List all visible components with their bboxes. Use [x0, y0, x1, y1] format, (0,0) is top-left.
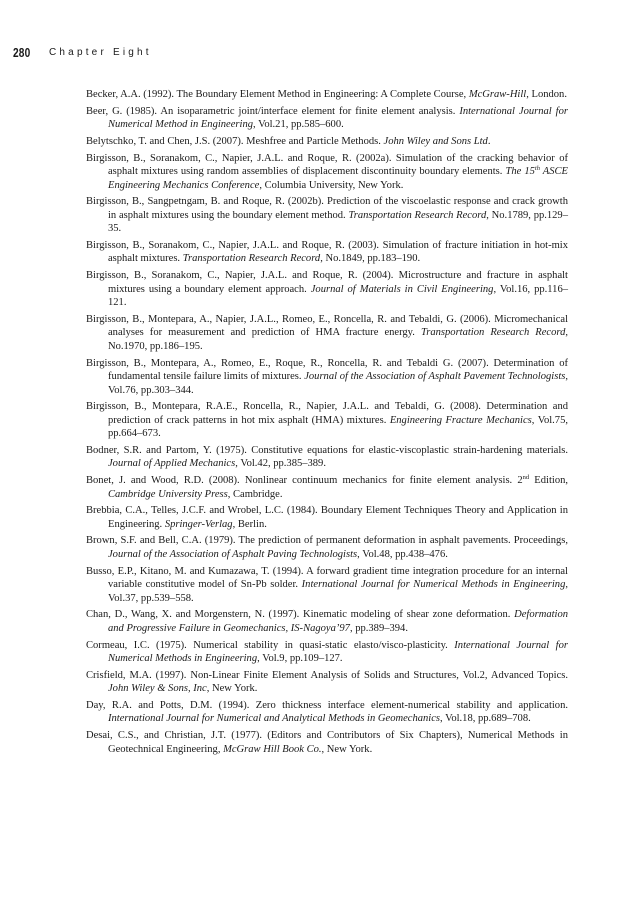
- reference-item: Birgisson, B., Montepara, A., Napier, J.A.L., Romeo, E., Roncella, R. and Tebaldi, G. (2006). Micromechanical analyses for measurement and prediction of HMA fracture energy. Transportation Research Record, No.1970, pp.186–195.: [86, 313, 568, 352]
- reference-item: Brebbia, C.A., Telles, J.C.F. and Wrobel, L.C. (1984). Boundary Element Techniques Theory and Application in Engineering. Springer-Verlag, Berlin.: [86, 505, 568, 530]
- reference-item: Busso, E.P., Kitano, M. and Kumazawa, T. (1994). A forward gradient time integration procedure for an internal variable constitutive model of Sn-Pb solder. International Journal for Numerical Methods in Engineering, Vol.37, pp.539–558.: [86, 565, 568, 604]
- reference-item: Birgisson, B., Soranakom, C., Napier, J.A.L. and Roque, R. (2003). Simulation of fracture initiation in hot-mix asphalt mixtures. Transportation Research Record, No.1849, pp.183–190.: [86, 239, 568, 265]
- page-number: 280: [13, 45, 31, 60]
- reference-item: Birgisson, B., Soranakom, C., Napier, J.A.L. and Roque, R. (2002a). Simulation of the cracking behavior of asphalt mixtures using random assemblies of displacement discontinuity boundary elements. The 15th ASCE Engineering Mechanics Conference, Columbia University, New York.: [86, 152, 568, 191]
- chapter-title: Chapter Eight: [49, 47, 152, 58]
- reference-item: Birgisson, B., Soranakom, C., Napier, J.A.L. and Roque, R. (2004). Microstructure and fracture in asphalt mixtures using a boundary element approach. Journal of Materials in Civil Engineering, Vol.16, pp.116–121.: [86, 270, 568, 309]
- reference-item: Belytschko, T. and Chen, J.S. (2007). Meshfree and Particle Methods. John Wiley and Sons Ltd.: [86, 135, 491, 147]
- reference-item: Birgisson, B., Montepara, R.A.E., Roncella, R., Napier, J.A.L. and Tebaldi, G. (2008). Determination and prediction of crack patterns in hot mix asphalt (HMA) mixtures. Engineering Fracture Mechanics, Vol.75, pp.664–673.: [86, 401, 568, 440]
- reference-item: Crisfield, M.A. (1997). Non-Linear Finite Element Analysis of Solids and Structures, Vol.2, Advanced Topics. John Wiley & Sons, Inc, New York.: [86, 669, 568, 695]
- reference-item: Day, R.A. and Potts, D.M. (1994). Zero thickness interface element-numerical stability and application. International Journal for Numerical and Analytical Methods in Geomechanics, Vol.18, pp.689–708.: [86, 699, 568, 725]
- reference-item: Becker, A.A. (1992). The Boundary Element Method in Engineering: A Complete Course, McGraw-Hill, London.: [86, 89, 567, 100]
- reference-item: Desai, C.S., and Christian, J.T. (1977). (Editors and Contributors of Six Chapters), Numerical Methods in Geotechnical Engineering, McGraw Hill Book Co., New York.: [86, 730, 568, 755]
- reference-item: Chan, D., Wang, X. and Morgenstern, N. (1997). Kinematic modeling of shear zone deformation. Deformation and Progressive Failure in Geomechanics, IS-Nagoya’97, pp.389–394.: [86, 609, 568, 634]
- reference-item: Cormeau, I.C. (1975). Numerical stability in quasi-static elasto/visco-plasticity. International Journal for Numerical Methods in Engineering, Vol.9, pp.109–127.: [86, 639, 568, 664]
- reference-list: [86, 88, 568, 759]
- reference-item: Birgisson, B., Sangpetngam, B. and Roque, R. (2002b). Prediction of the viscoelastic response and crack growth in asphalt mixtures using the boundary element method. Transportation Research Record, No.1789, pp.129–35.: [86, 196, 568, 235]
- reference-item: Brown, S.F. and Bell, C.A. (1979). The prediction of permanent deformation in asphalt pavements. Proceedings, Journal of the Association of Asphalt Paving Technologists, Vol.48, pp.438–476.: [86, 535, 568, 560]
- reference-item: Birgisson, B., Montepara, A., Romeo, E., Roque, R., Roncella, R. and Tebaldi G. (2007). Determination of fundamental tensile failure limits of mixtures. Journal of the Association of Asphalt Pavement Technologists, Vol.76, pp.303–344.: [86, 357, 568, 396]
- reference-item: Beer, G. (1985). An isoparametric joint/interface element for finite element analysis. International Journal for Numerical Method in Engineering, Vol.21, pp.585–600.: [86, 105, 568, 131]
- reference-item: Bonet, J. and Wood, R.D. (2008). Nonlinear continuum mechanics for finite element analysis. 2nd Edition, Cambridge University Press, Cambridge.: [86, 474, 568, 500]
- reference-item: Bodner, S.R. and Partom, Y. (1975). Constitutive equations for elastic-viscoplastic strain-hardening materials. Journal of Applied Mechanics, Vol.42, pp.385–389.: [86, 444, 568, 470]
